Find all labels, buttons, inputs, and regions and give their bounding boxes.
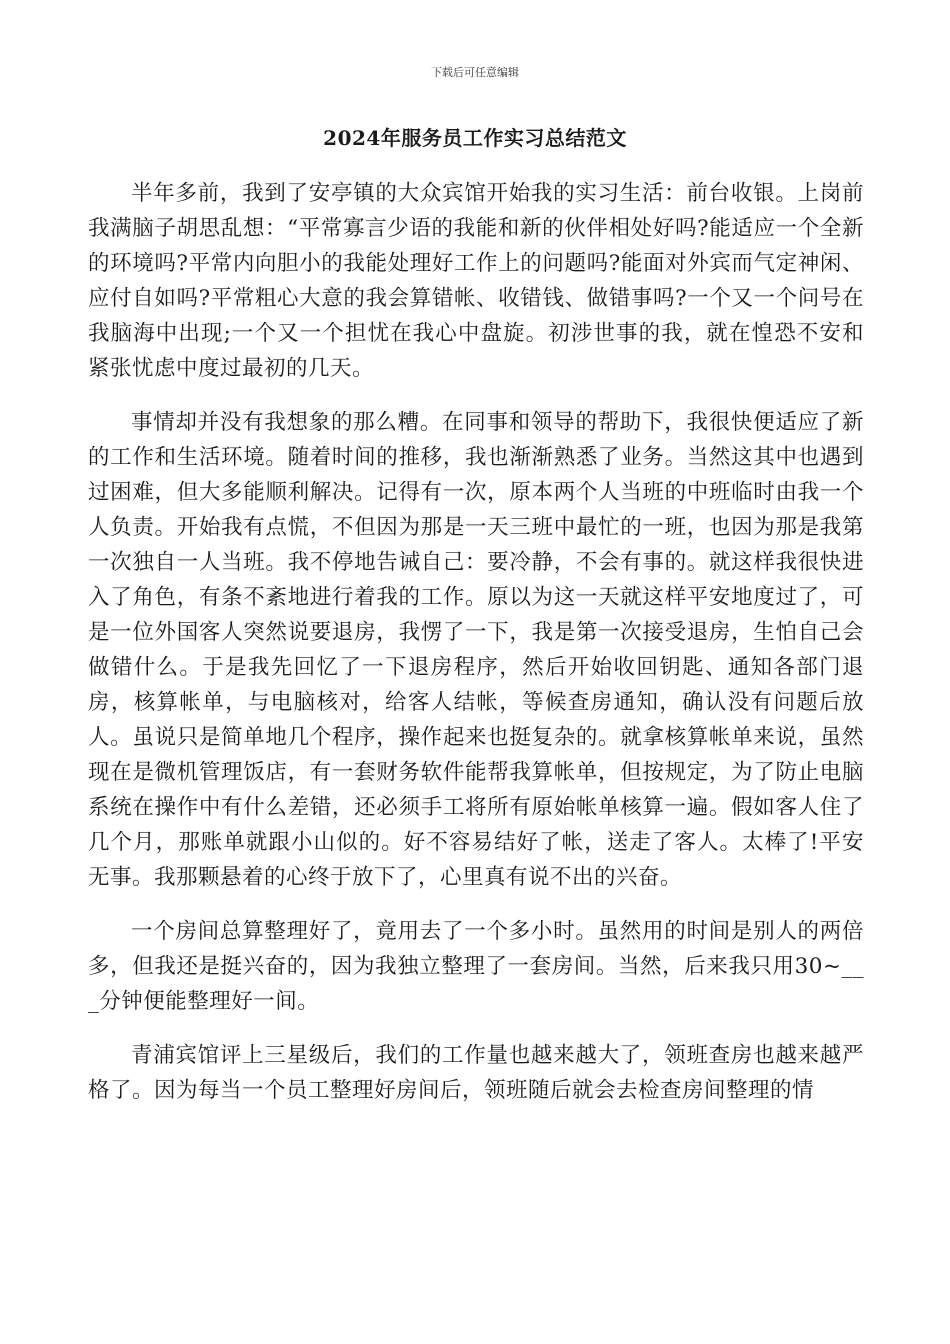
header-note: 下载后可任意编辑 (431, 66, 519, 79)
document-title: 2024年服务员工作实习总结范文 (323, 126, 627, 150)
paragraph-3: 一个房间总算整理好了，竟用去了一个多小时。虽然用的时间是别人的两倍多，但我还是挺兴奋的，因为我独立整理了一套房间。当然，后来我只用30~___分钟便能整理好一间。 (88, 919, 864, 1014)
paragraph-1: 半年多前，我到了安亭镇的大众宾馆开始我的实习生活：前台收银。上岗前我满脑子胡思乱想：“平常寡言少语的我能和新的伙伴相处好吗?能适应一个全新的环境吗?平常内向胆小的我能处理好工作上的问题吗?能面对外宾而气定神闲、应付自如吗?平常粗心大意的我会算错帐、收错钱、做错事吗?一个又一个问号在我脑海中出现;一个又一个担忧在我心中盘旋。初涉世事的我，就在惶恐不安和紧张忧虑中度过最初的几天。 (88, 181, 864, 381)
document-body (88, 176, 864, 1127)
paragraph-4: 青浦宾馆评上三星级后，我们的工作量也越来越大了，领班查房也越来越严格了。因为每当一个员工整理好房间后，领班随后就会去检查房间整理的情 (88, 1043, 864, 1103)
paragraph-2: 事情却并没有我想象的那么糟。在同事和领导的帮助下，我很快便适应了新的工作和生活环境。随着时间的推移，我也渐渐熟悉了业务。当然这其中也遇到过困难，但大多能顺利解决。记得有一次，原本两个人当班的中班临时由我一个人负责。开始我有点慌，不但因为那是一天三班中最忙的一班，也因为那是我第一次独自一人当班。我不停地告诫自己：要冷静，不会有事的。就这样我很快进入了角色，有条不紊地进行着我的工作。原以为这一天就这样平安地度过了，可是一位外国客人突然说要退房，我愣了一下，我是第一次接受退房，生怕自己会做错什么。于是我先回忆了一下退房程序，然后开始收回钥匙、通知各部门退房，核算帐单，与电脑核对，给客人结帐，等候查房通知，确认没有问题后放人。虽说只是简单地几个程序，操作起来也挺复杂的。就拿核算帐单来说，虽然现在是微机管理饭店，有一套财务软件能帮我算帐单，但按规定，为了防止电脑系统在操作中有什么差错，还必须手工将所有原始帐单核算一遍。假如客人住了几个月，那账单就跟小山似的。好不容易结好了帐，送走了客人。太棒了!平安无事。我那颗悬着的心终于放下了，心里真有说不出的兴奋。 (88, 410, 864, 890)
